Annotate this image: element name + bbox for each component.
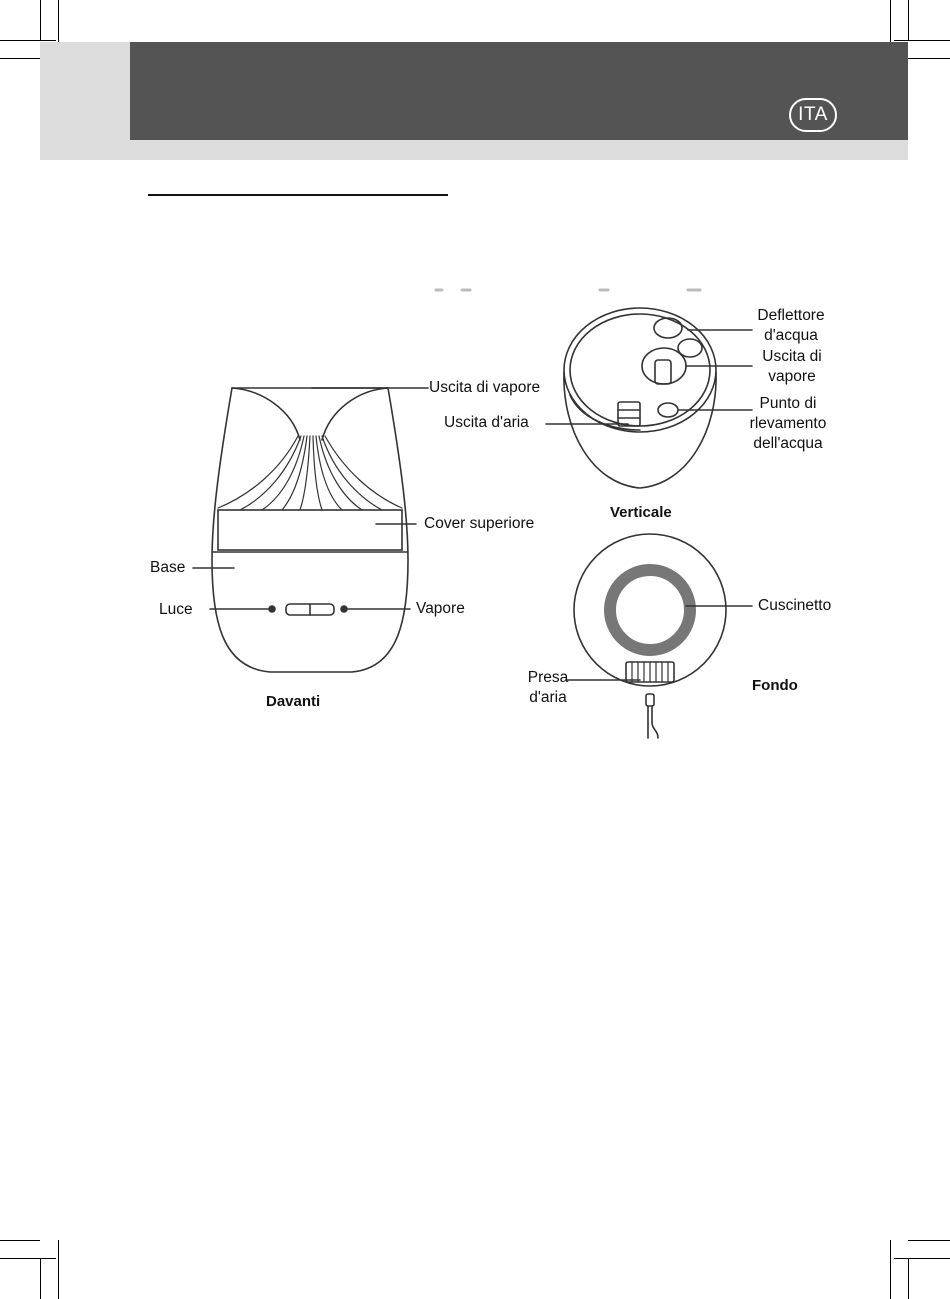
language-badge: ITA — [789, 98, 837, 132]
label-water-sensor-line1: Punto di — [759, 395, 817, 412]
label-air-intake-line1: Presa — [527, 669, 569, 686]
label-light: Luce — [159, 601, 193, 618]
vertical-view-drawing — [546, 308, 752, 488]
label-water-sensor — [742, 394, 834, 454]
label-air-intake — [520, 668, 576, 708]
label-vertical-steam-outlet-line1: Uscita di — [762, 348, 822, 365]
caption-front-view: Davanti — [266, 693, 321, 710]
label-vertical-steam-outlet-line2: vapore — [768, 368, 816, 385]
label-air-intake-line2: d'aria — [529, 689, 567, 706]
label-steam-outlet: Uscita di vapore — [429, 379, 541, 396]
label-cushion: Cuscinetto — [758, 597, 832, 614]
caption-vertical-view: Verticale — [610, 504, 672, 521]
label-water-deflector-line1: Deflettore — [757, 307, 825, 324]
bottom-view-drawing — [566, 534, 752, 738]
label-water-deflector-line2: d'acqua — [764, 327, 818, 344]
label-top-cover: Cover superiore — [424, 515, 535, 532]
caption-bottom-view: Fondo — [752, 677, 798, 694]
label-water-deflector — [752, 306, 830, 346]
label-base: Base — [150, 559, 186, 576]
label-steam: Vapore — [416, 600, 465, 617]
label-air-outlet: Uscita d'aria — [444, 414, 529, 431]
label-water-sensor-line2: rlevamento — [749, 415, 827, 432]
label-vertical-steam-outlet — [754, 347, 830, 387]
label-water-sensor-line3: dell'acqua — [753, 435, 823, 452]
front-view-drawing — [193, 388, 428, 672]
